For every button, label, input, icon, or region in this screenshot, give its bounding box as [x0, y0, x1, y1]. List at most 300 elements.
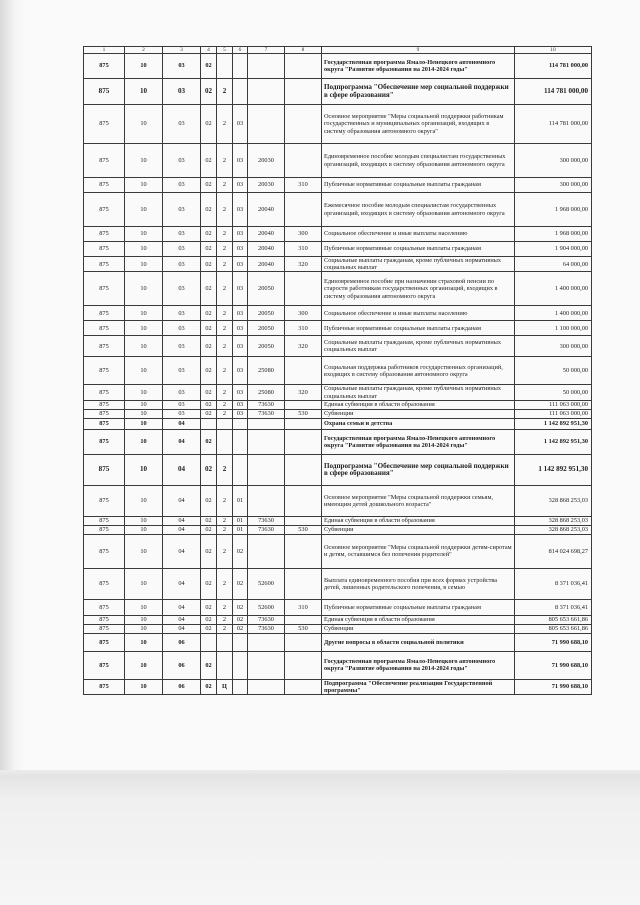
- program-code: 02: [201, 534, 217, 568]
- row-amount: 328 868 253,03: [515, 525, 592, 534]
- table-row: [84, 336, 592, 357]
- program-code: 02: [201, 272, 217, 306]
- subprogram-code: 2: [217, 485, 233, 516]
- subprogram-code: 2: [217, 409, 233, 418]
- row-amount: 814 024 698,27: [515, 534, 592, 568]
- row-description: Единая субвенция в области образования: [322, 516, 515, 525]
- program-code: 02: [201, 227, 217, 242]
- event-code: 03: [233, 272, 248, 306]
- section-code: 10: [125, 144, 163, 178]
- row-amount: 71 990 688,10: [515, 679, 592, 694]
- section-code: 10: [125, 227, 163, 242]
- row-amount: 1 968 000,00: [515, 193, 592, 227]
- subsection-code: 04: [163, 516, 201, 525]
- subsection-code: 06: [163, 679, 201, 694]
- subsection-code: 04: [163, 454, 201, 485]
- budget-table: [83, 46, 592, 695]
- table-row: [84, 105, 592, 144]
- subprogram-code: 2: [217, 242, 233, 257]
- subprogram-code: 2: [217, 306, 233, 321]
- admin-code: 875: [84, 485, 125, 516]
- table-row: [84, 144, 592, 178]
- subprogram-code: 2: [217, 79, 233, 105]
- program-code: 02: [201, 525, 217, 534]
- event-code: [233, 79, 248, 105]
- event-code: 03: [233, 400, 248, 409]
- expense-type-code: [285, 568, 322, 599]
- subprogram-code: [217, 418, 233, 429]
- admin-code: 875: [84, 178, 125, 193]
- subsection-code: 04: [163, 485, 201, 516]
- section-code: 10: [125, 525, 163, 534]
- section-code: 10: [125, 79, 163, 105]
- event-code: [233, 633, 248, 651]
- expense-type-code: [285, 651, 322, 679]
- row-description: Государственная программа Ямало-Ненецкого автономного округа "Развитие образования на 2014-2024 годы": [322, 54, 515, 79]
- table-row: [84, 227, 592, 242]
- row-description: Публичные нормативные социальные выплаты гражданам: [322, 599, 515, 615]
- admin-code: 875: [84, 679, 125, 694]
- row-description: Субвенции: [322, 624, 515, 633]
- subprogram-code: 2: [217, 272, 233, 306]
- subprogram-code: 2: [217, 193, 233, 227]
- expense-type-code: [285, 485, 322, 516]
- row-description: Другие вопросы в области социальной политики: [322, 633, 515, 651]
- table-row: [84, 193, 592, 227]
- subsection-code: 03: [163, 54, 201, 79]
- row-amount: 1 142 892 951,30: [515, 454, 592, 485]
- subprogram-code: 2: [217, 321, 233, 336]
- section-code: 10: [125, 409, 163, 418]
- program-code: 02: [201, 409, 217, 418]
- table-row: [84, 321, 592, 336]
- expense-type-code: [285, 516, 322, 525]
- admin-code: 875: [84, 534, 125, 568]
- event-code: 03: [233, 178, 248, 193]
- row-amount: 1 904 000,00: [515, 242, 592, 257]
- event-code: 03: [233, 385, 248, 400]
- row-description: Субвенции: [322, 525, 515, 534]
- section-code: 10: [125, 485, 163, 516]
- direction-code: [248, 679, 285, 694]
- event-code: [233, 418, 248, 429]
- expense-type-code: 310: [285, 178, 322, 193]
- table-row: [84, 178, 592, 193]
- event-code: 01: [233, 516, 248, 525]
- program-code: 02: [201, 485, 217, 516]
- event-code: [233, 454, 248, 485]
- event-code: 02: [233, 534, 248, 568]
- subprogram-code: 2: [217, 385, 233, 400]
- row-description: Публичные нормативные социальные выплаты гражданам: [322, 178, 515, 193]
- row-amount: 114 781 000,00: [515, 105, 592, 144]
- row-description: Публичные нормативные социальные выплаты гражданам: [322, 321, 515, 336]
- table-row: [84, 534, 592, 568]
- program-code: 02: [201, 54, 217, 79]
- program-code: 02: [201, 193, 217, 227]
- program-code: [201, 633, 217, 651]
- event-code: [233, 651, 248, 679]
- direction-code: 20040: [248, 227, 285, 242]
- expense-type-code: [285, 79, 322, 105]
- direction-code: [248, 418, 285, 429]
- table-row: [84, 633, 592, 651]
- subprogram-code: [217, 54, 233, 79]
- expense-type-code: [285, 418, 322, 429]
- subsection-code: 03: [163, 400, 201, 409]
- expense-type-code: [285, 534, 322, 568]
- admin-code: 875: [84, 144, 125, 178]
- section-code: 10: [125, 624, 163, 633]
- subsection-code: 03: [163, 144, 201, 178]
- section-code: 10: [125, 429, 163, 454]
- section-code: 10: [125, 306, 163, 321]
- row-description: Охрана семьи и детства: [322, 418, 515, 429]
- subprogram-code: 2: [217, 516, 233, 525]
- direction-code: [248, 429, 285, 454]
- direction-code: 52600: [248, 599, 285, 615]
- row-description: Подпрограмма "Обеспечение мер социальной поддержки в сфере образования": [322, 454, 515, 485]
- event-code: 02: [233, 568, 248, 599]
- row-description: Подпрограмма "Обеспечение реализации Государственной программы": [322, 679, 515, 694]
- header-cell: 10: [515, 47, 592, 54]
- expense-type-code: 300: [285, 306, 322, 321]
- table-row: [84, 568, 592, 599]
- row-amount: 114 781 000,00: [515, 54, 592, 79]
- row-amount: 64 000,00: [515, 257, 592, 272]
- subsection-code: 04: [163, 534, 201, 568]
- direction-code: 20030: [248, 178, 285, 193]
- direction-code: [248, 485, 285, 516]
- admin-code: 875: [84, 193, 125, 227]
- section-code: 10: [125, 454, 163, 485]
- expense-type-code: [285, 454, 322, 485]
- program-code: 02: [201, 651, 217, 679]
- direction-code: [248, 633, 285, 651]
- admin-code: 875: [84, 227, 125, 242]
- table-row: [84, 516, 592, 525]
- program-code: 02: [201, 321, 217, 336]
- admin-code: 875: [84, 400, 125, 409]
- subsection-code: 03: [163, 272, 201, 306]
- direction-code: 20030: [248, 144, 285, 178]
- admin-code: 875: [84, 79, 125, 105]
- section-code: 10: [125, 257, 163, 272]
- subsection-code: 04: [163, 418, 201, 429]
- row-description: Ежемесячное пособие молодым специалистам государственных организаций, входящих в систему образования автономного округа: [322, 193, 515, 227]
- subprogram-code: 2: [217, 454, 233, 485]
- program-code: 02: [201, 615, 217, 624]
- admin-code: 875: [84, 454, 125, 485]
- expense-type-code: [285, 193, 322, 227]
- section-code: 10: [125, 516, 163, 525]
- admin-code: 875: [84, 321, 125, 336]
- table-row: [84, 485, 592, 516]
- row-description: Субвенции: [322, 409, 515, 418]
- row-description: Социальные выплаты гражданам, кроме публичных нормативных социальных выплат: [322, 336, 515, 357]
- direction-code: 20050: [248, 336, 285, 357]
- direction-code: 73630: [248, 400, 285, 409]
- direction-code: 73630: [248, 624, 285, 633]
- subsection-code: 03: [163, 178, 201, 193]
- program-code: 02: [201, 306, 217, 321]
- subprogram-code: 2: [217, 400, 233, 409]
- direction-code: [248, 454, 285, 485]
- subsection-code: 03: [163, 257, 201, 272]
- expense-type-code: 310: [285, 242, 322, 257]
- direction-code: 73630: [248, 525, 285, 534]
- row-amount: 300 000,00: [515, 336, 592, 357]
- subsection-code: 03: [163, 79, 201, 105]
- direction-code: 20050: [248, 321, 285, 336]
- direction-code: 73630: [248, 516, 285, 525]
- row-amount: 71 990 688,10: [515, 651, 592, 679]
- event-code: 03: [233, 357, 248, 385]
- row-amount: 300 000,00: [515, 144, 592, 178]
- expense-type-code: [285, 633, 322, 651]
- section-code: 10: [125, 193, 163, 227]
- event-code: 03: [233, 105, 248, 144]
- event-code: 01: [233, 485, 248, 516]
- row-description: Основное мероприятие "Меры социальной поддержки работникам государственных и муниципальных организаций, входящих в систему образования автономного округа": [322, 105, 515, 144]
- direction-code: [248, 79, 285, 105]
- table-row: [84, 385, 592, 400]
- row-amount: 1 100 000,00: [515, 321, 592, 336]
- row-amount: 1 400 000,00: [515, 306, 592, 321]
- admin-code: 875: [84, 242, 125, 257]
- subsection-code: 04: [163, 429, 201, 454]
- subprogram-code: 2: [217, 525, 233, 534]
- program-code: 02: [201, 624, 217, 633]
- expense-type-code: 320: [285, 257, 322, 272]
- table-row: [84, 242, 592, 257]
- row-description: Подпрограмма "Обеспечение мер социальной поддержки в сфере образования": [322, 79, 515, 105]
- program-code: 02: [201, 144, 217, 178]
- section-code: 10: [125, 599, 163, 615]
- program-code: 02: [201, 357, 217, 385]
- admin-code: 875: [84, 599, 125, 615]
- admin-code: 875: [84, 651, 125, 679]
- subsection-code: 03: [163, 193, 201, 227]
- section-code: 10: [125, 105, 163, 144]
- expense-type-code: [285, 357, 322, 385]
- event-code: 03: [233, 227, 248, 242]
- admin-code: 875: [84, 306, 125, 321]
- row-amount: 1 142 892 951,30: [515, 418, 592, 429]
- admin-code: 875: [84, 615, 125, 624]
- event-code: 02: [233, 615, 248, 624]
- expense-type-code: [285, 400, 322, 409]
- expense-type-code: 310: [285, 599, 322, 615]
- subsection-code: 03: [163, 385, 201, 400]
- program-code: 02: [201, 599, 217, 615]
- table-row: [84, 429, 592, 454]
- row-amount: 328 868 253,03: [515, 485, 592, 516]
- table-row: [84, 651, 592, 679]
- subprogram-code: 2: [217, 105, 233, 144]
- expense-type-code: [285, 615, 322, 624]
- row-description: Единовременное пособие молодым специалистам государственных организаций, входящих в систему образования автономного округа: [322, 144, 515, 178]
- subsection-code: 04: [163, 615, 201, 624]
- header-cell: 3: [163, 47, 201, 54]
- row-amount: 328 868 253,03: [515, 516, 592, 525]
- row-amount: 805 653 661,86: [515, 624, 592, 633]
- header-row: [84, 47, 592, 54]
- row-amount: 71 990 688,10: [515, 633, 592, 651]
- program-code: 02: [201, 429, 217, 454]
- admin-code: 875: [84, 105, 125, 144]
- subprogram-code: [217, 429, 233, 454]
- row-amount: 8 371 036,41: [515, 599, 592, 615]
- program-code: [201, 418, 217, 429]
- expense-type-code: 310: [285, 321, 322, 336]
- section-code: 10: [125, 615, 163, 624]
- row-amount: 50 000,00: [515, 357, 592, 385]
- subprogram-code: 2: [217, 336, 233, 357]
- event-code: 03: [233, 193, 248, 227]
- subprogram-code: [217, 651, 233, 679]
- table-row: [84, 454, 592, 485]
- section-code: 10: [125, 679, 163, 694]
- expense-type-code: 530: [285, 624, 322, 633]
- event-code: 01: [233, 525, 248, 534]
- section-code: 10: [125, 242, 163, 257]
- admin-code: 875: [84, 357, 125, 385]
- subsection-code: 04: [163, 525, 201, 534]
- table-row: [84, 615, 592, 624]
- direction-code: 20050: [248, 272, 285, 306]
- program-code: 02: [201, 400, 217, 409]
- row-amount: 111 063 000,00: [515, 400, 592, 409]
- event-code: 03: [233, 257, 248, 272]
- row-amount: 1 968 000,00: [515, 227, 592, 242]
- row-amount: 111 063 000,00: [515, 409, 592, 418]
- direction-code: 25080: [248, 357, 285, 385]
- row-amount: 114 781 000,00: [515, 79, 592, 105]
- row-description: Основное мероприятие "Меры социальной поддержки детям-сиротам и детям, оставшимся без попечения родителей": [322, 534, 515, 568]
- program-code: 02: [201, 568, 217, 599]
- section-code: 10: [125, 336, 163, 357]
- row-description: Социальные выплаты гражданам, кроме публичных нормативных социальных выплат: [322, 385, 515, 400]
- subprogram-code: Ц: [217, 679, 233, 694]
- subsection-code: 03: [163, 105, 201, 144]
- program-code: 02: [201, 105, 217, 144]
- expense-type-code: 530: [285, 409, 322, 418]
- admin-code: 875: [84, 54, 125, 79]
- program-code: 02: [201, 178, 217, 193]
- header-cell: 2: [125, 47, 163, 54]
- expense-type-code: 300: [285, 227, 322, 242]
- direction-code: 25080: [248, 385, 285, 400]
- admin-code: 875: [84, 633, 125, 651]
- admin-code: 875: [84, 624, 125, 633]
- table-row: [84, 624, 592, 633]
- subprogram-code: 2: [217, 144, 233, 178]
- table-row: [84, 272, 592, 306]
- expense-type-code: 320: [285, 336, 322, 357]
- section-code: 10: [125, 178, 163, 193]
- direction-code: 20040: [248, 257, 285, 272]
- subsection-code: 04: [163, 599, 201, 615]
- row-amount: 300 000,00: [515, 178, 592, 193]
- subprogram-code: [217, 633, 233, 651]
- row-amount: 8 371 036,41: [515, 568, 592, 599]
- admin-code: 875: [84, 429, 125, 454]
- subsection-code: 06: [163, 633, 201, 651]
- section-code: 10: [125, 633, 163, 651]
- section-code: 10: [125, 534, 163, 568]
- expense-type-code: [285, 272, 322, 306]
- section-code: 10: [125, 357, 163, 385]
- section-code: 10: [125, 568, 163, 599]
- row-description: Социальные выплаты гражданам, кроме публичных нормативных социальных выплат: [322, 257, 515, 272]
- direction-code: 73630: [248, 615, 285, 624]
- table-row: [84, 400, 592, 409]
- subsection-code: 03: [163, 357, 201, 385]
- event-code: 03: [233, 409, 248, 418]
- table-row: [84, 525, 592, 534]
- admin-code: 875: [84, 516, 125, 525]
- section-code: 10: [125, 385, 163, 400]
- expense-type-code: [285, 54, 322, 79]
- admin-code: 875: [84, 336, 125, 357]
- expense-type-code: [285, 144, 322, 178]
- subsection-code: 03: [163, 409, 201, 418]
- row-amount: 50 000,00: [515, 385, 592, 400]
- table-row: [84, 79, 592, 105]
- direction-code: [248, 534, 285, 568]
- subsection-code: 03: [163, 227, 201, 242]
- row-description: Социальное обеспечение и иные выплаты населению: [322, 227, 515, 242]
- row-description: Единая субвенция в области образования: [322, 615, 515, 624]
- direction-code: 20050: [248, 306, 285, 321]
- subprogram-code: 2: [217, 624, 233, 633]
- event-code: 02: [233, 624, 248, 633]
- expense-type-code: [285, 429, 322, 454]
- event-code: 03: [233, 306, 248, 321]
- subprogram-code: 2: [217, 568, 233, 599]
- direction-code: 52600: [248, 568, 285, 599]
- direction-code: [248, 105, 285, 144]
- row-amount: 1 142 892 951,30: [515, 429, 592, 454]
- row-description: Основное мероприятие "Меры социальной поддержки семьям, имеющим детей дошкольного возраста": [322, 485, 515, 516]
- subsection-code: 03: [163, 242, 201, 257]
- row-description: Публичные нормативные социальные выплаты гражданам: [322, 242, 515, 257]
- subprogram-code: 2: [217, 615, 233, 624]
- direction-code: [248, 54, 285, 79]
- header-cell: 1: [84, 47, 125, 54]
- program-code: 02: [201, 336, 217, 357]
- row-description: Социальная поддержка работников государственных организаций, входящих в систему образования автономного округа: [322, 357, 515, 385]
- header-cell: 6: [233, 47, 248, 54]
- program-code: 02: [201, 242, 217, 257]
- section-code: 10: [125, 272, 163, 306]
- subprogram-code: 2: [217, 257, 233, 272]
- event-code: 03: [233, 336, 248, 357]
- expense-type-code: 320: [285, 385, 322, 400]
- table-row: [84, 409, 592, 418]
- expense-type-code: [285, 679, 322, 694]
- subprogram-code: 2: [217, 534, 233, 568]
- admin-code: 875: [84, 272, 125, 306]
- direction-code: [248, 651, 285, 679]
- event-code: 02: [233, 599, 248, 615]
- subsection-code: 03: [163, 306, 201, 321]
- header-cell: 9: [322, 47, 515, 54]
- row-amount: 805 653 661,86: [515, 615, 592, 624]
- row-description: Единая субвенция в области образования: [322, 400, 515, 409]
- subsection-code: 04: [163, 568, 201, 599]
